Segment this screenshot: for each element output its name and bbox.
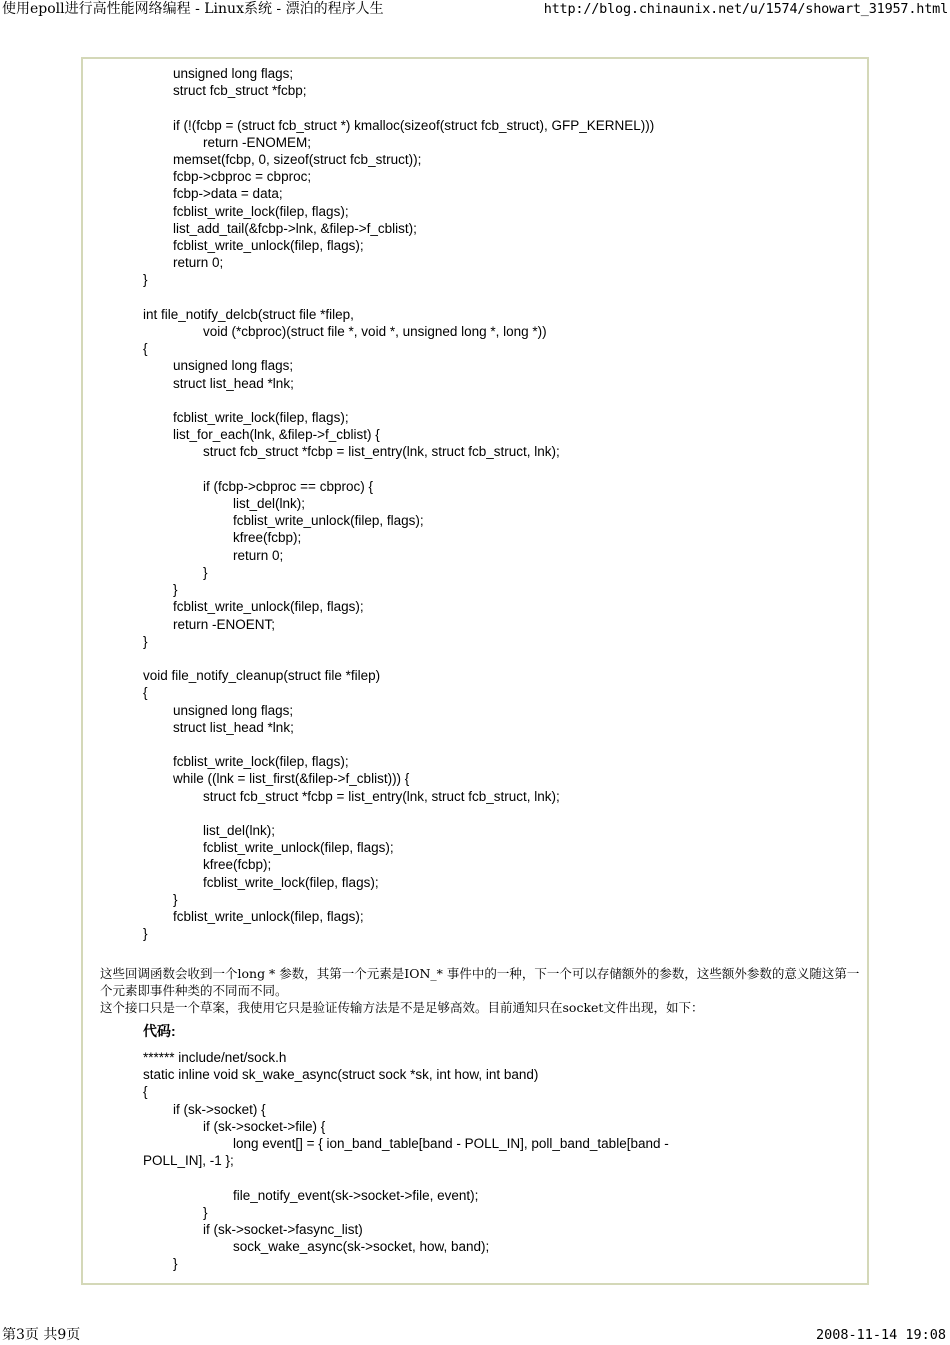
page-header-url[interactable]: http://blog.chinaunix.net/u/1574/showart_31957.html — [543, 1, 948, 17]
code-block-sock: ****** include/net/sock.h static inline void sk_wake_async(struct sock *sk, int how, int band) { if (sk->socket) { if (sk->socket->file) { long event[] = { ion_band_table[band - POLL_IN], poll_band_table[band - POLL_IN], -1 }; file_notify_event(sk->socket->file, event); } if (sk->socket->fasync_list) sock_wake_async(sk->socket, how, band); } — [143, 1050, 669, 1272]
code-block-callbacks: unsigned long flags; struct fcb_struct *fcbp; if (!(fcbp = (struct fcb_struct *) kmalloc(sizeof(struct fcb_struct), GFP_KERNEL))) return -ENOMEM; memset(fcbp, 0, sizeof(struct fcb_struct)); fcbp->cbproc = cbproc; fcbp->data = data; fcblist_write_lock(filep, flags); list_add_tail(&fcbp->lnk, &filep->f_cblist); fcblist_write_unlock(filep, flags); return 0; } int file_notify_delcb(struct file *filep, void (*cbproc)(struct file *, void *, unsigned long *, long *)) { unsigned long flags; struct list_head *lnk; fcblist_write_lock(filep, flags); list_for_each(lnk, &filep->f_cblist) { struct fcb_struct *fcbp = list_entry(lnk, struct fcb_struct, lnk); if (fcbp->cbproc == cbproc) { list_del(lnk); fcblist_write_unlock(filep, flags); kfree(fcbp); return 0; } } fcblist_write_unlock(filep, flags); return -ENOENT; } void file_notify_cleanup(struct file *filep) { unsigned long flags; struct list_head *lnk; fcblist_write_lock(filep, flags); while ((lnk = list_first(&filep->f_cblist))) { struct fcb_struct *fcbp = list_entry(lnk, struct fcb_struct, lnk); list_del(lnk); fcblist_write_unlock(filep, flags); kfree(fcbp); fcblist_write_lock(filep, flags); } fcblist_write_unlock(filep, flags); } — [143, 66, 655, 942]
paragraph-callback-description: 这些回调函数会收到一个long * 参数，其第一个元素是ION_* 事件中的一种，下一个可以存储额外的参数，这些额外参数的意义随这第一个元素即事件种类的不同而不同。 — [100, 966, 860, 998]
page-footer-timestamp: 2008-11-14 19:08 — [815, 1327, 946, 1343]
page-footer-page-info: 第3页 共9页 — [2, 1327, 81, 1343]
page-header-title: 使用epoll进行高性能网络编程 - Linux系统 - 漂泊的程序人生 — [2, 1, 384, 17]
article-content-frame — [81, 57, 869, 1285]
code-label: 代码: — [143, 1023, 176, 1039]
paragraph-interface-draft: 这个接口只是一个草案，我使用它只是验证传输方法是不是足够高效。目前通知只在socket文件出现，如下： — [100, 1000, 704, 1015]
